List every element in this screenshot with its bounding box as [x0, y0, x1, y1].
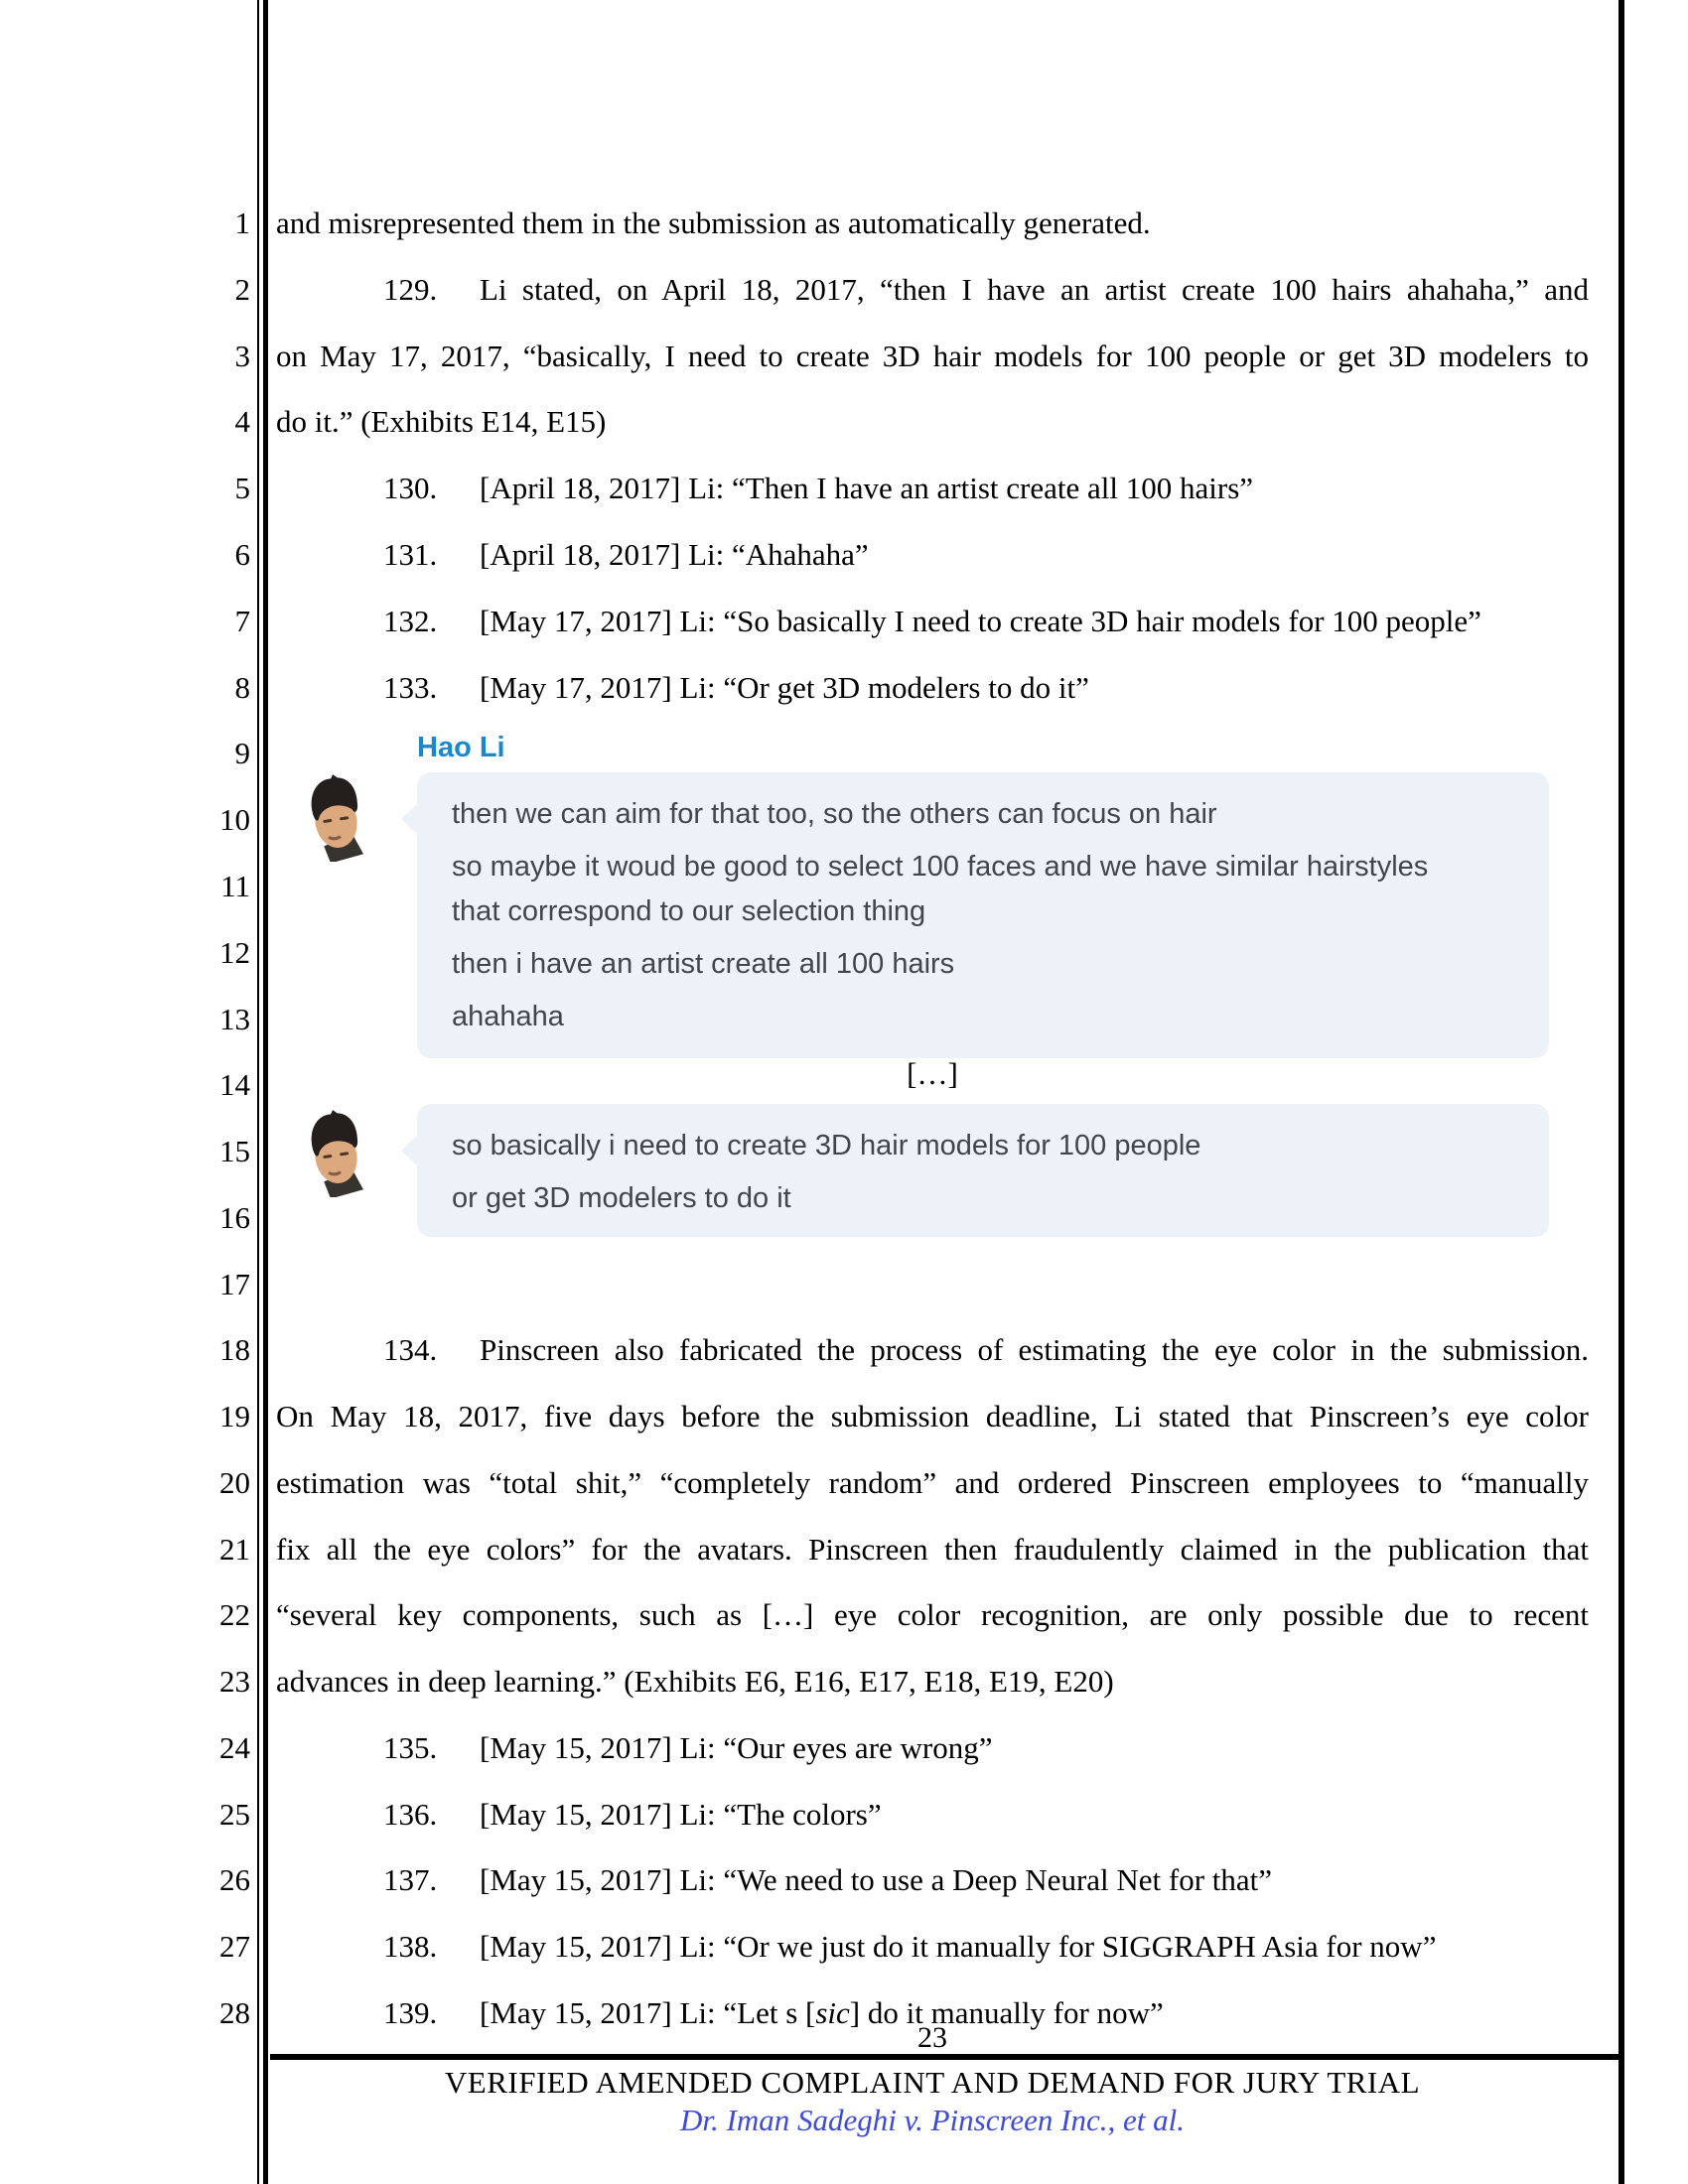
- line-number-3: 3: [234, 339, 250, 373]
- chat-message-line: then i have an artist create all 100 hairs: [452, 948, 955, 980]
- body-line-1: and misrepresented them in the submission as automatically generated.: [276, 205, 1151, 240]
- paragraph-number: 131.: [383, 537, 438, 572]
- paragraph-134-cont3: fix all the eye colors” for the avatars. Pinscreen then fraudulently claimed in the publication that: [276, 1532, 1589, 1567]
- line-number-12: 12: [219, 935, 250, 970]
- footer-divider-rule: [270, 2054, 1624, 2060]
- footer-document-title: VERIFIED AMENDED COMPLAINT AND DEMAND FOR JURY TRIAL: [444, 2065, 1421, 2100]
- line-number-27: 27: [219, 1929, 250, 1964]
- paragraph-136: [276, 1795, 1589, 1835]
- omission-separator: […]: [907, 1056, 958, 1091]
- paragraph-text: [May 15, 2017] Li: “We need to use a Deep Neural Net for that”: [480, 1862, 1273, 1897]
- paragraph-132: [276, 602, 1589, 641]
- paragraph-text: [May 15, 2017] Li: “The colors”: [480, 1797, 882, 1832]
- line-number-14: 14: [219, 1067, 250, 1102]
- paragraph-text: [May 15, 2017] Li: “Let s [: [480, 1995, 816, 2030]
- paragraph-number: 137.: [383, 1862, 438, 1897]
- paragraph-text: ] do it manually for now”: [849, 1995, 1164, 2030]
- paragraph-number: 134.: [383, 1332, 438, 1367]
- paragraph-134-cont2: estimation was “total shit,” “completely random” and ordered Pinscreen employees to “manually: [276, 1465, 1589, 1500]
- line-number-19: 19: [219, 1399, 250, 1433]
- line-number-24: 24: [219, 1730, 250, 1765]
- line-number-7: 7: [234, 604, 250, 638]
- chat-bubble-2: [417, 1104, 1549, 1237]
- chat-avatar-2: [306, 1110, 367, 1197]
- paragraph-number: 139.: [383, 1995, 438, 2030]
- paragraph-text: [May 17, 2017] Li: “Or get 3D modelers to do it”: [480, 670, 1089, 705]
- chat-message-line: so maybe it woud be good to select 100 faces and we have similar hairstyles: [452, 851, 1429, 883]
- paragraph-133: [276, 668, 1589, 708]
- paragraph-number: 136.: [383, 1797, 438, 1832]
- paragraph-137: [276, 1860, 1589, 1900]
- line-number-21: 21: [219, 1532, 250, 1567]
- paragraph-131: [276, 535, 1589, 575]
- line-number-23: 23: [219, 1664, 250, 1699]
- paragraph-text: [May 17, 2017] Li: “So basically I need to create 3D hair models for 100 people”: [480, 604, 1481, 638]
- line-number-9: 9: [234, 736, 250, 770]
- paragraph-number: 138.: [383, 1929, 438, 1964]
- paragraph-134-cont5: advances in deep learning.” (Exhibits E6, E16, E17, E18, E19, E20): [276, 1664, 1114, 1699]
- line-number-28: 28: [219, 1995, 250, 2030]
- paragraph-129-cont2: do it.” (Exhibits E14, E15): [276, 404, 607, 439]
- right-margin-rule: [1618, 0, 1624, 2184]
- paragraph-130: [276, 469, 1589, 508]
- line-number-5: 5: [234, 471, 250, 505]
- paragraph-text: [May 15, 2017] Li: “Or we just do it manually for SIGGRAPH Asia for now”: [480, 1929, 1437, 1964]
- paragraph-134-cont1: On May 18, 2017, five days before the submission deadline, Li stated that Pinscreen’s eye color: [276, 1399, 1589, 1433]
- paragraph-text: [April 18, 2017] Li: “Ahahaha”: [480, 537, 869, 572]
- line-number-6: 6: [234, 537, 250, 572]
- line-number-8: 8: [234, 670, 250, 705]
- line-number-26: 26: [219, 1862, 250, 1897]
- paragraph-134-start: [276, 1330, 1589, 1370]
- footer-case-caption: Dr. Iman Sadeghi v. Pinscreen Inc., et al.: [680, 2103, 1185, 2137]
- paragraph-134-cont4: “several key components, such as […] eye color recognition, are only possible due to recent: [276, 1597, 1589, 1632]
- sic-italic: sic: [815, 1995, 850, 2030]
- line-number-22: 22: [219, 1597, 250, 1632]
- left-margin-rule-thin: [257, 0, 259, 2184]
- page-number: 23: [917, 2021, 947, 2054]
- line-number-11: 11: [220, 869, 250, 903]
- paragraph-135: [276, 1728, 1589, 1768]
- person-avatar-icon: [306, 1110, 367, 1197]
- line-number-4: 4: [234, 404, 250, 439]
- line-number-13: 13: [219, 1002, 250, 1036]
- line-number-1: 1: [234, 205, 250, 240]
- chat-message-line: then we can aim for that too, so the others can focus on hair: [452, 798, 1217, 830]
- paragraph-number: 135.: [383, 1730, 438, 1765]
- line-number-2: 2: [234, 272, 250, 307]
- person-avatar-icon: [306, 774, 367, 862]
- line-number-10: 10: [219, 802, 250, 837]
- paragraph-138: [276, 1927, 1589, 1967]
- chat-message-line: that correspond to our selection thing: [452, 895, 926, 927]
- paragraph-129-start: [276, 270, 1589, 310]
- left-margin-rule-thick: [263, 0, 268, 2184]
- paragraph-text: Pinscreen also fabricated the process of estimating the eye color in the submission.: [480, 1332, 1589, 1367]
- paragraph-number: 133.: [383, 670, 438, 705]
- line-number-18: 18: [219, 1332, 250, 1367]
- paragraph-text: [April 18, 2017] Li: “Then I have an artist create all 100 hairs”: [480, 471, 1254, 505]
- chat-message-line: ahahaha: [452, 1001, 564, 1032]
- paragraph-text: [May 15, 2017] Li: “Our eyes are wrong”: [480, 1730, 993, 1765]
- paragraph-number: 130.: [383, 471, 438, 505]
- line-number-20: 20: [219, 1465, 250, 1500]
- line-number-15: 15: [219, 1134, 250, 1168]
- line-number-25: 25: [219, 1797, 250, 1832]
- paragraph-text: Li stated, on April 18, 2017, “then I have an artist create 100 hairs ahahaha,” and: [480, 272, 1589, 307]
- chat-sender-name: Hao Li: [417, 732, 505, 763]
- chat-avatar-1: [306, 774, 367, 862]
- line-number-17: 17: [219, 1267, 250, 1301]
- chat-bubble-1: [417, 772, 1549, 1058]
- paragraph-number: 132.: [383, 604, 438, 638]
- chat-message-line: so basically i need to create 3D hair models for 100 people: [452, 1130, 1201, 1161]
- paragraph-number: 129.: [383, 272, 438, 307]
- line-number-16: 16: [219, 1200, 250, 1235]
- chat-message-line: or get 3D modelers to do it: [452, 1182, 791, 1214]
- paragraph-129-cont1: on May 17, 2017, “basically, I need to create 3D hair models for 100 people or get 3D modelers to: [276, 339, 1589, 373]
